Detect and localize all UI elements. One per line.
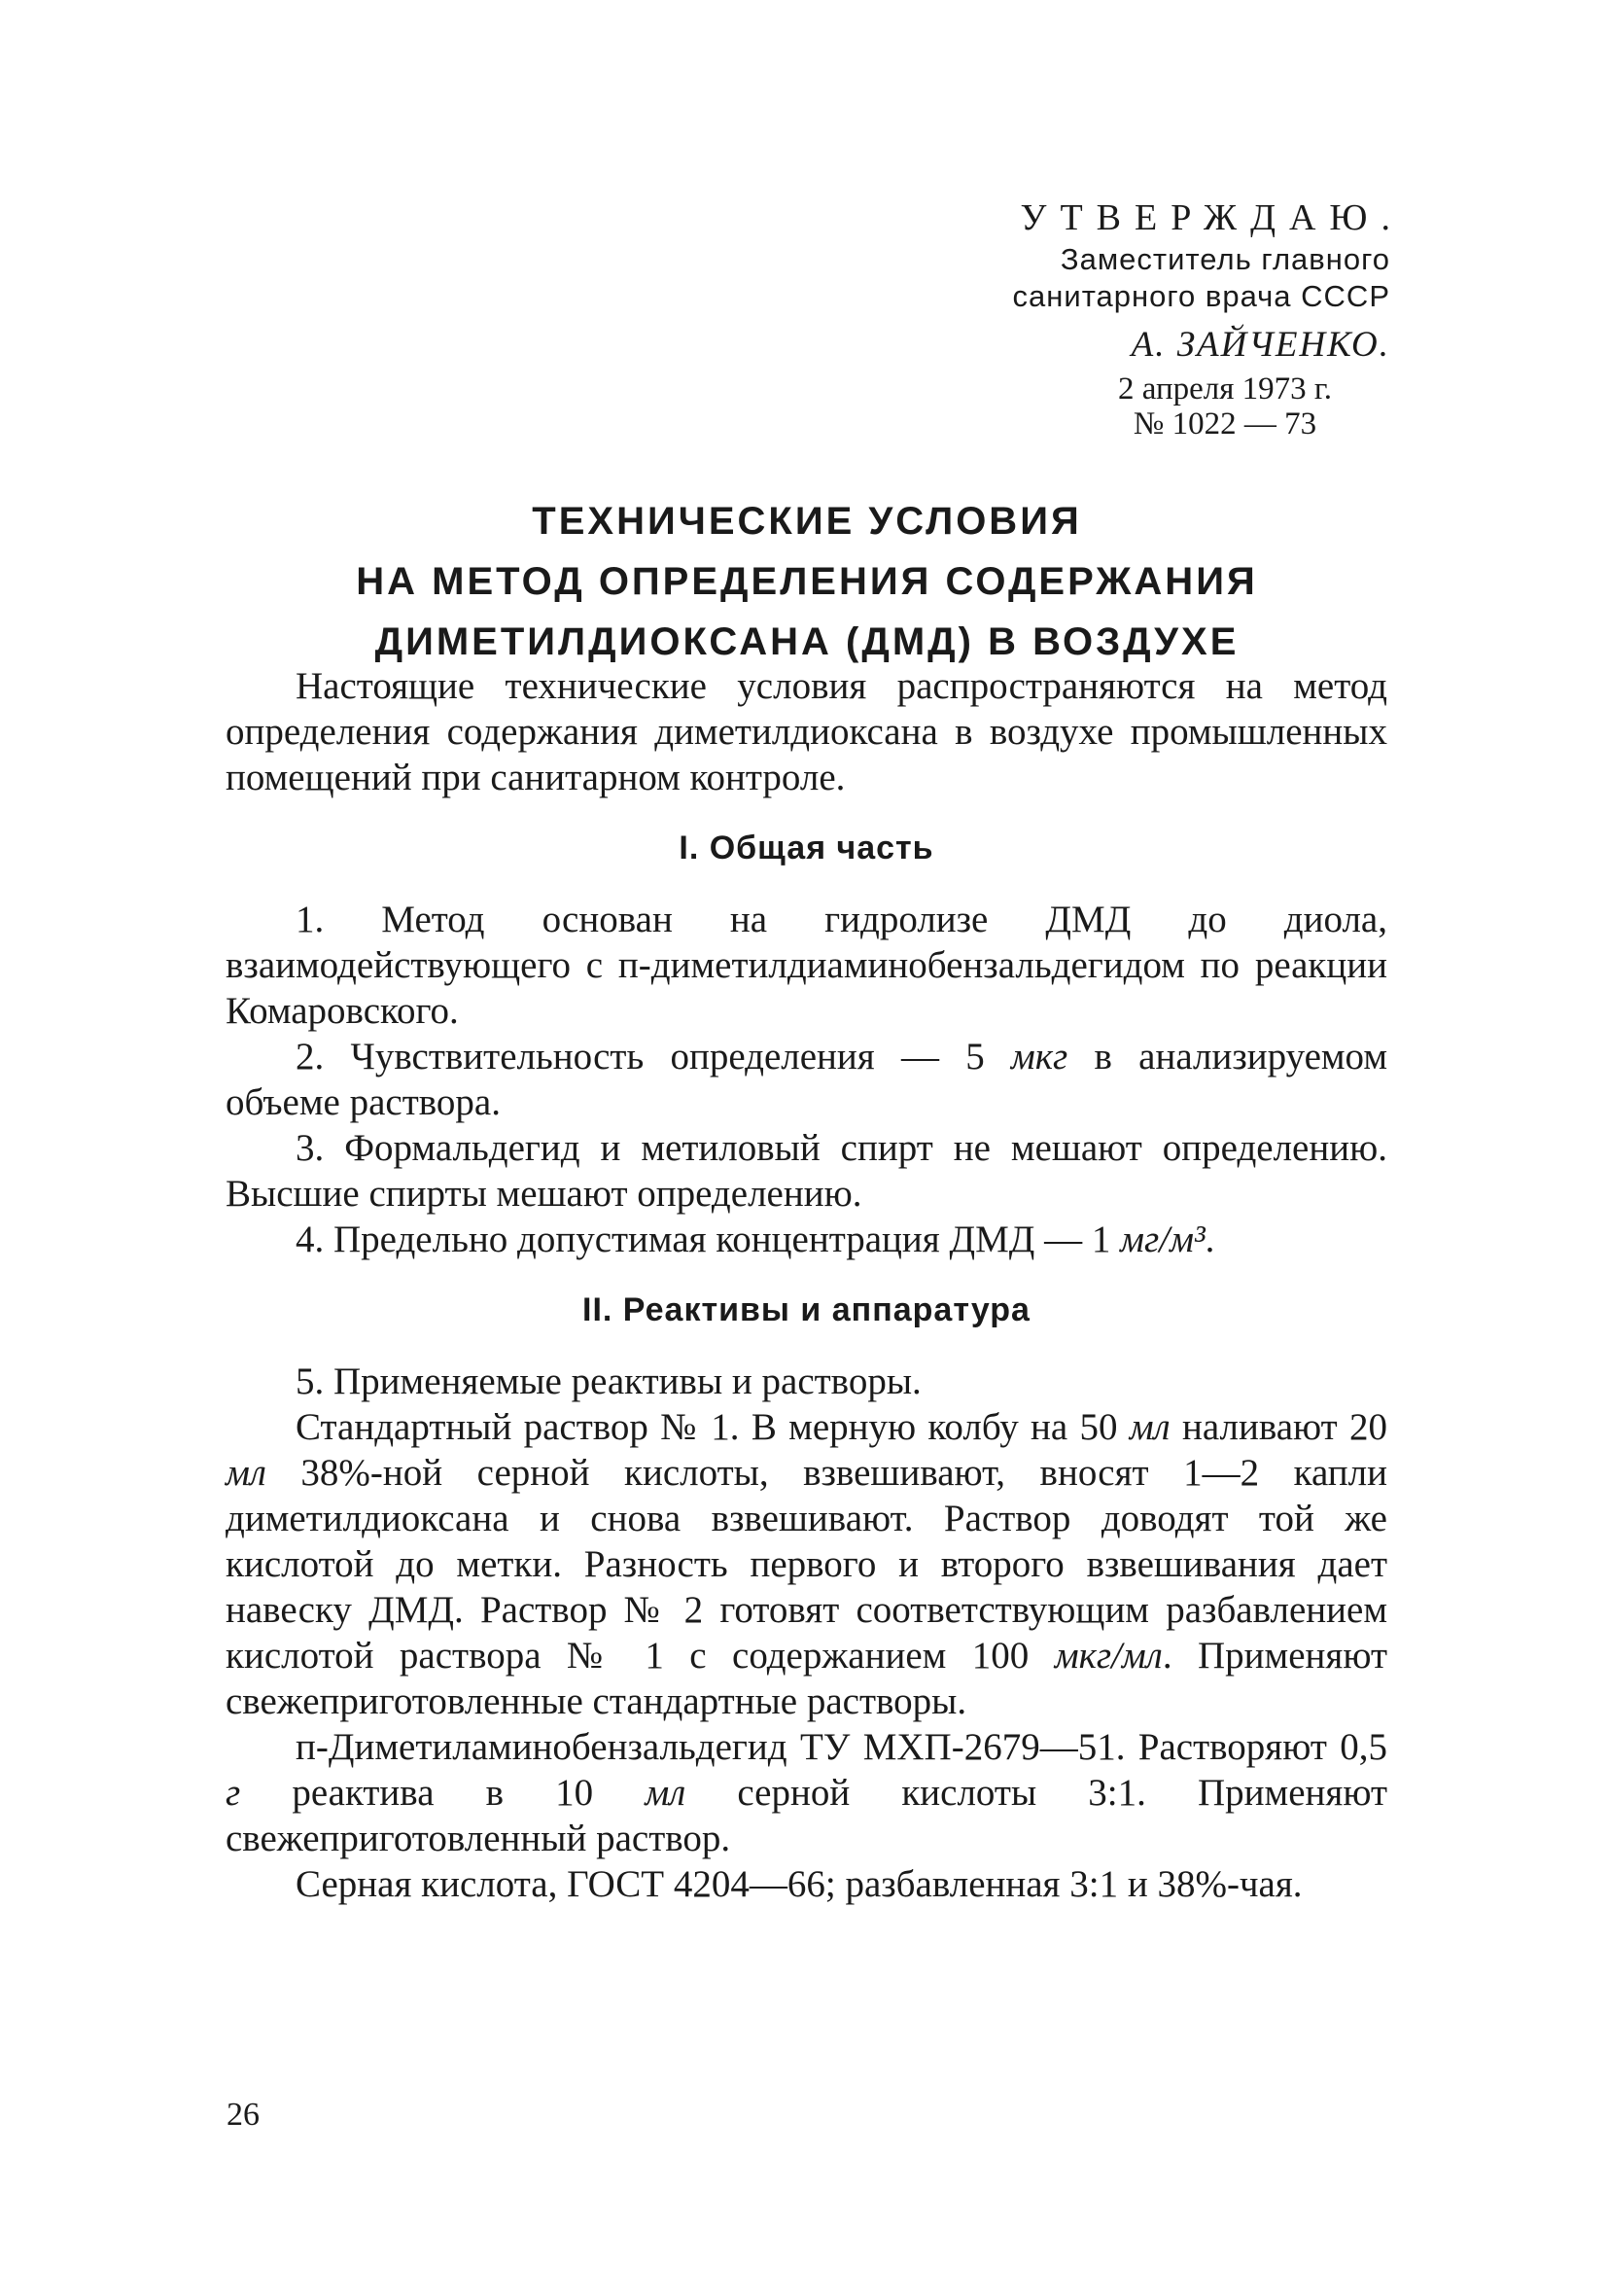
item-4: 4. Предельно допустимая концентрация ДМД — 1 мг/м³. bbox=[296, 1219, 1215, 1260]
approval-date: 2 апреля 1973 г. bbox=[1118, 371, 1332, 406]
item-5: 5. Применяемые реактивы и растворы. bbox=[296, 1360, 922, 1402]
section-heading-general: I. Общая часть bbox=[679, 830, 934, 866]
standard-solution-paragraph: Стандартный раствор № 1. В мерную колбу на 50 мл наливают 20 мл 38%-ной серной кислоты, взвешивают, вносят 1—2 капли диметилдиоксана и снова взвешивают. Раствор доводят той же кислотой до метки. Разность первого и второго взвешивания дает навеску ДМД. Раствор № 2 готовят соответствующим разбавлением кислотой раствора № 1 с содержанием 100 мкг/мл. Применяют свежеприготовленные стандартные растворы. bbox=[226, 1406, 1388, 1722]
reagent-paragraph: п-Диметиламинобензальдегид ТУ МХП-2679—51. Растворяют 0,5 г реактива в 10 мл серной кислоты 3:1. Применяют свежеприготовленный раствор. bbox=[226, 1726, 1387, 1859]
intro-paragraph: Настоящие технические условия распространяются на метод определения содержания диметилдиоксана в воздухе промышленных помещений при санитарном контроле. bbox=[226, 665, 1387, 798]
document-body bbox=[226, 663, 1387, 1907]
approval-block bbox=[962, 194, 1404, 442]
section-heading-reagents: II. Реактивы и аппаратура bbox=[582, 1291, 1031, 1328]
title-line-1: ТЕХНИЧЕСКИЕ УСЛОВИЯ bbox=[532, 500, 1082, 543]
item-1: 1. Метод основан на гидролизе ДМД до диола, взаимодействующего с п-диметилдиаминобензальдегидом по реакции Комаровского. bbox=[226, 899, 1387, 1032]
unit-mg-per-m3: мг/м³ bbox=[1120, 1219, 1206, 1260]
approval-position-line1: Заместитель главного bbox=[1060, 242, 1390, 276]
approval-heading: УТВЕРЖДАЮ. bbox=[1020, 197, 1404, 238]
title-line-3: ДИМЕТИЛДИОКСАНА (ДМД) В ВОЗДУХЕ bbox=[374, 620, 1240, 663]
sulfuric-acid-paragraph: Серная кислота, ГОСТ 4204—66; разбавленная 3:1 и 38%-чая. bbox=[296, 1863, 1303, 1905]
approval-number: № 1022 — 73 bbox=[1133, 406, 1317, 442]
document-title bbox=[224, 491, 1390, 672]
item-3: 3. Формальдегид и метиловый спирт не мешают определению. Высшие спирты мешают определению. bbox=[226, 1127, 1387, 1215]
item-2: 2. Чувствительность определения — 5 мкг в анализируемом объеме раствора. bbox=[226, 1036, 1387, 1123]
approval-position-line2: санитарного врача СССР bbox=[1012, 279, 1390, 313]
approval-signatory: А. ЗАЙЧЕНКО. bbox=[1131, 325, 1390, 365]
unit-mcg: мкг bbox=[1010, 1036, 1068, 1077]
page-number: 26 bbox=[227, 2097, 260, 2133]
title-line-2: НА МЕТОД ОПРЕДЕЛЕНИЯ СОДЕРЖАНИЯ bbox=[356, 560, 1258, 603]
